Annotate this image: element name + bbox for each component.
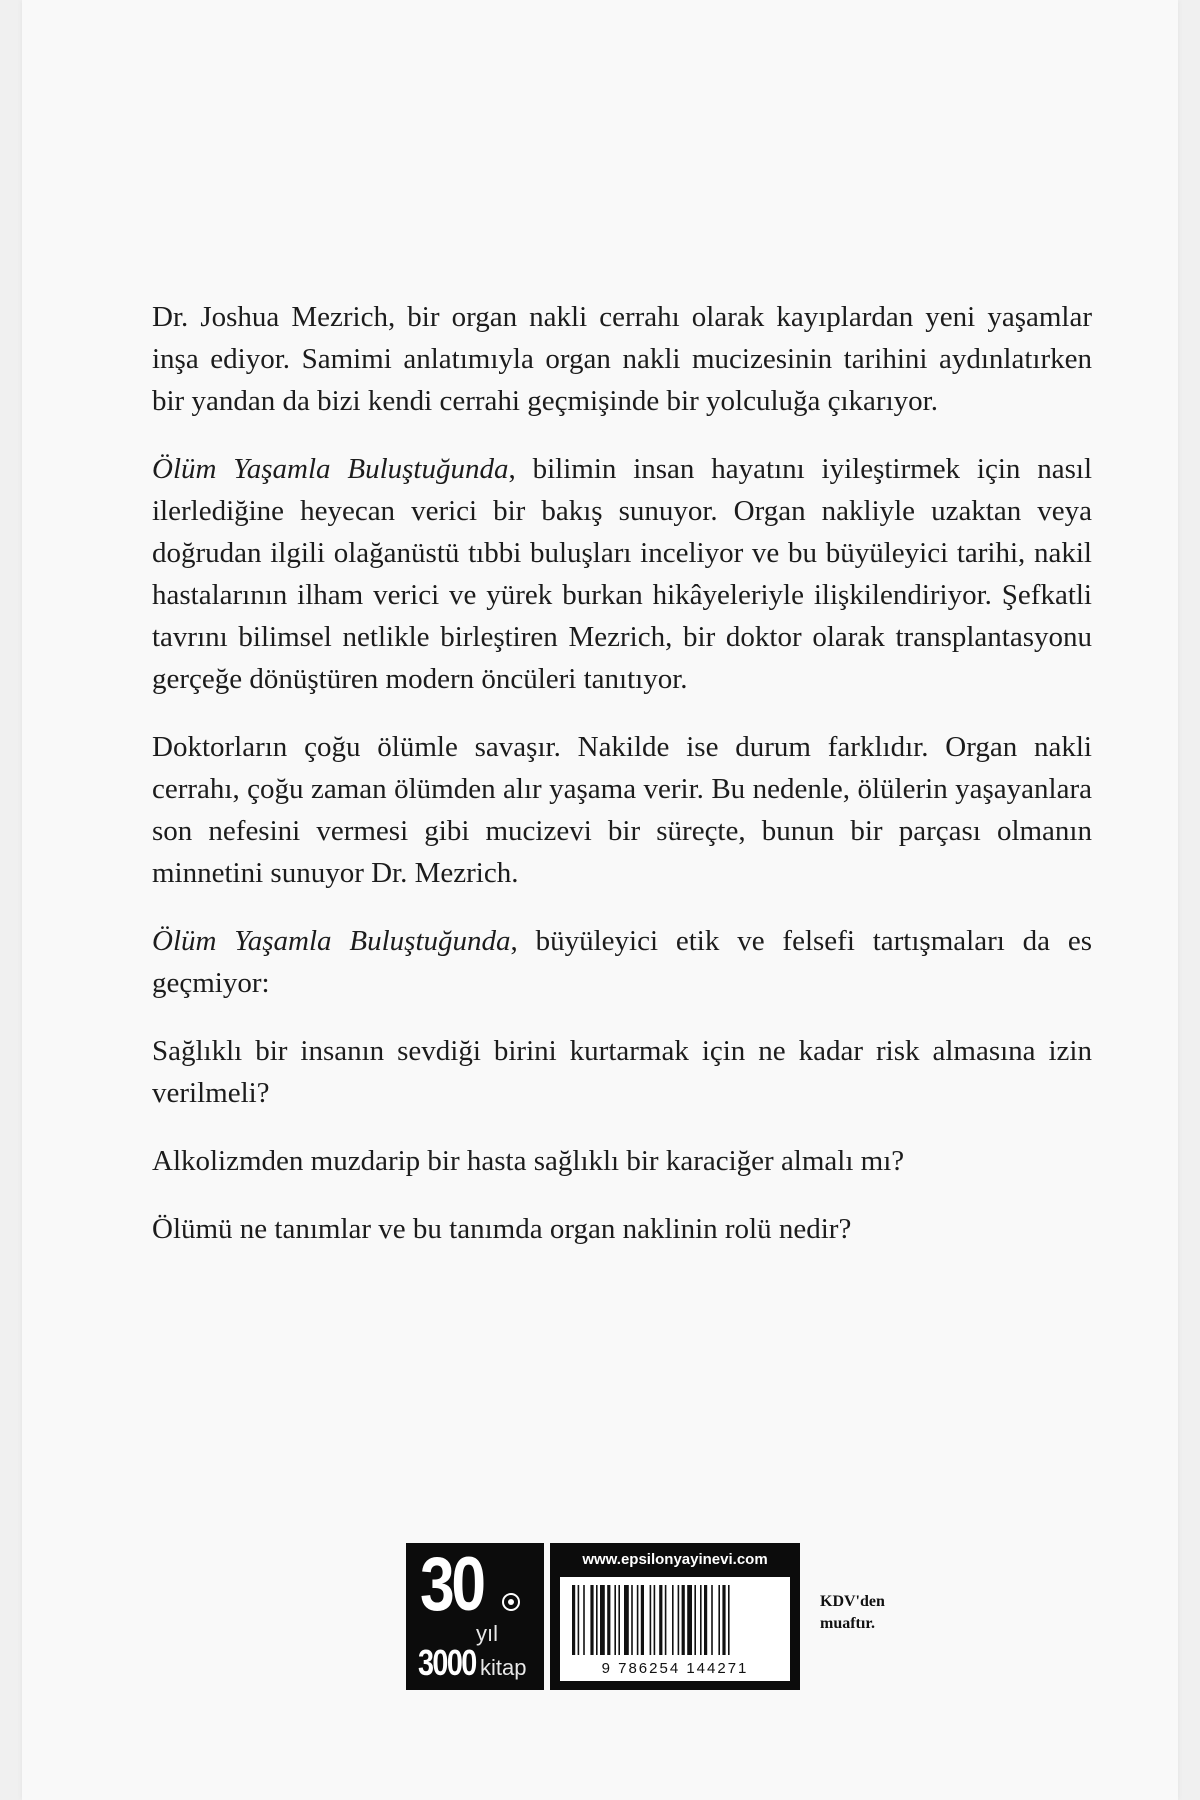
anniversary-number: 30 (420, 1542, 483, 1627)
book-count-label: kitap (480, 1655, 527, 1680)
paragraph-book-overview-text: , bilimin insan hayatını iyileştirmek için nasıl ilerlediğine heyecan verici bir bakış sunuyor. Organ nakliyle uzaktan veya doğrudan ilgili olağanüstü tıbbi buluşları inceliyor ve bu büyüleyici tarihi, nakil hastalarının ilham verici ve yürek burkan hikâyeleriyle ilişkilendiriyor. Şefkatli tavrını bilimsel netlikle birleştiren Mezrich, bir doktor olarak transplantasyonu gerçeğe dönüştüren modern öncüleri tanıtıyor. (152, 453, 1093, 695)
book-count: 3000 (418, 1642, 476, 1683)
barcode-panel (560, 1577, 790, 1681)
question-1: Sağlıklı bir insanın sevdiği birini kurtarmak için ne kadar risk almasına izin verilmeli? (152, 1035, 1092, 1109)
back-cover (22, 0, 1178, 1800)
anniversary-logo (406, 1543, 544, 1690)
tax-exempt-line-2: muaftır. (820, 1615, 875, 1632)
paragraph-ethics (152, 920, 1092, 1004)
blurb-text (152, 296, 1092, 1276)
eye-icon (502, 1593, 520, 1611)
question-2: Alkolizmden muzdarip bir hasta sağlıklı bir karaciğer almalı mı? (152, 1145, 905, 1177)
isbn-number: 9 786254 144271 (601, 1660, 749, 1677)
barcode-box (550, 1543, 800, 1690)
publisher-url: www.epsilonyayinevi.com (582, 1551, 768, 1568)
paragraph-intro: Dr. Joshua Mezrich, bir organ nakli cerrahı olarak kayıplardan yeni yaşamlar inşa ediyor. Samimi anlatımıyla organ nakli mucizesinin tarihini aydınlatırken bir yandan da bizi kendi cerrahi geçmişinde bir yolculuğa çıkarıyor. (152, 301, 1092, 417)
paragraph-ethics-text: , büyüleyici etik ve felsefi tartışmaları da es geçmiyor: (152, 925, 1092, 999)
tax-exempt-note (820, 1591, 940, 1635)
tax-exempt-line-1: KDV'den (820, 1593, 885, 1610)
paragraph-doctors: Doktorların çoğu ölümle savaşır. Nakilde ise durum farklıdır. Organ nakli cerrahı, çoğu zaman ölümden alır yaşama verir. Bu nedenle, ölülerin yaşayanlara son nefesini vermesi gibi mucizevi bir süreçte, bunun bir parçası olmanın minnetini sunuyor Dr. Mezrich. (152, 731, 1092, 889)
book-title: Ölüm Yaşamla Buluştuğunda (152, 925, 511, 957)
question-3: Ölümü ne tanımlar ve bu tanımda organ naklinin rolü nedir? (152, 1213, 852, 1245)
anniversary-yil: yıl (476, 1621, 498, 1646)
book-title: Ölüm Yaşamla Buluştuğunda (152, 453, 509, 485)
paragraph-book-overview (152, 448, 1092, 700)
